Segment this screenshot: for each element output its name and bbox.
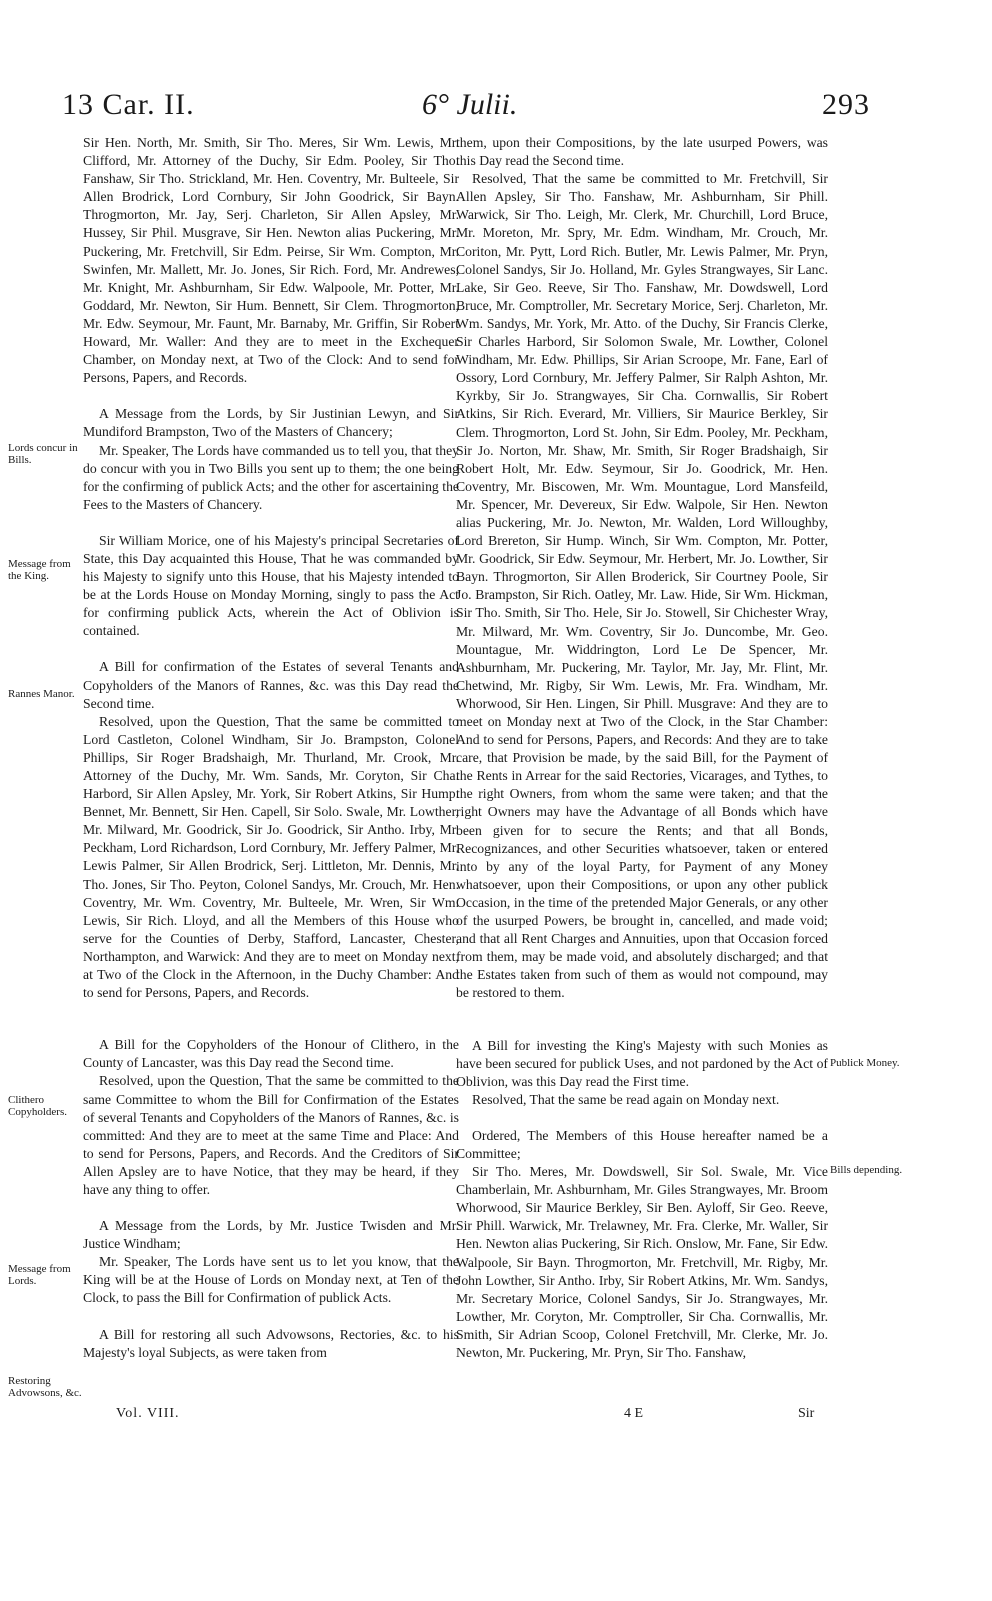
paragraph: A Bill for the Copyholders of the Honour of Clithero, in the County of Lancaster, was this Day read the Second time. [83,1037,459,1071]
paragraph: A Bill for investing the King's Majesty with such Monies as have been secured for publick Uses, and not pardoned by the Act of Oblivion, was this Day read the First time. [456,1037,828,1089]
margin-note: Publick Money. [830,1057,900,1069]
left-column [83,134,459,1362]
catchword: Sir [798,1406,815,1421]
paragraph-gap [456,1109,828,1127]
margin-note: Restoring Advowsons, &c. [8,1375,82,1399]
paragraph-gap [83,514,459,532]
paragraph: Mr. Speaker, The Lords have sent us to let you know, that the King will be at the House of Lords on Monday next, at Ten of the Clock, to pass the Bill for Confirmation of publick Acts. [83,1254,459,1306]
margin-note: Message from the King. [8,558,71,582]
continued-paragraph: them, upon their Compositions, by the late usurped Powers, was this Day read the Second time. [456,135,828,169]
paragraph: A Bill for confirmation of the Estates of several Tenants and Copyholders of the Manors of Rannes, &c. was this Day read the Second time. [83,659,459,711]
paragraph: Resolved, upon the Question, That the same be committed to Lord Castleton, Colonel Windham, Sir Jo. Brampston, Colonel Phillips, Sir Roger Bradshaigh, Mr. Thurland, Mr. Crook, Mr. Attorney of the Duchy, Mr. Wm. Sands, Mr. Coryton, Sir Cha. Harbord, Sir Allen Apsley, Mr. York, Sir Robert Atkins, Sir Hump. Bennet, Mr. Bennett, Sir Hen. Capell, Sir Solo. Swale, Mr. Lowther, Mr. Milward, Mr. Goodrick, Sir Jo. Goodrick, Sir Antho. Irby, Mr. Peckham, Lord Richardson, Lord Cornbury, Mr. Jeffery Palmer, Mr. Lewis Palmer, Sir Allen Brodrick, Serj. Littleton, Mr. Dennis, Mr. Tho. Jones, Sir Tho. Peyton, Colonel Sandys, Mr. Crouch, Mr. Hen. Coventry, Mr. Wm. Coventry, Mr. Bulteele, Mr. Wren, Sir Wm. Lewis, Sir Rich. Lloyd, and all the Members of this House who serve for the Counties of Derby, Stafford, Lancaster, Chester, Northampton, and Warwick: And they are to meet on Monday next, at Two of the Clock in the Afternoon, in the Duchy Chamber: And to send for Persons, Papers, and Records. [83,713,459,1001]
paragraph-gap [83,1308,459,1326]
paragraph: Ordered, The Members of this House hereafter named be a Committee; [456,1127,828,1161]
paragraph-gap [83,1199,459,1217]
margin-note: Rannes Manor. [8,688,75,700]
margin-note: Message from Lords. [8,1263,71,1287]
paragraph-gap [83,640,459,658]
paragraph: Resolved, upon the Question, That the same be committed to the same Committee to whom the Bill for Confirmation of the Estates of several Tenants and Copyholders of the Manors of Rannes, &c. is committed: And they are to meet at the same Time and Place: And to send for Persons, Papers, and Records. And the Creditors of Sir Allen Apsley are to have Notice, that they may be heard, if they have any thing to offer. [83,1073,459,1197]
paragraph: Mr. Speaker, The Lords have commanded us to tell you, that they do concur with you in Two Bills you sent up to them; the one being for the confirming of publick Acts; and the other for ascertaining the Fees to the Masters of Chancery. [83,442,459,512]
volume-mark: Vol. VIII. [116,1406,180,1421]
paragraph-gap [83,387,459,405]
running-head-date: 6° Julii. [422,88,518,121]
margin-note: Clithero Copyholders. [8,1094,67,1118]
paragraph-gap [456,1003,828,1037]
paragraph: A Message from the Lords, by Mr. Justice Twisden and Mr. Justice Windham; [83,1218,459,1252]
paragraph-gap [83,1002,459,1036]
paragraph: Resolved, That the same be committed to Mr. Fretchvill, Sir Allen Apsley, Sir Tho. Fanshaw, Mr. Ashburnham, Sir Phill. Warwick, Sir Tho. Leigh, Mr. Clerk, Mr. Churchill, Lord Bruce, Mr. Moreton, Mr. Spry, Mr. Edm. Windham, Mr. Crouch, Mr. Coriton, Mr. Pytt, Lord Rich. Butler, Mr. Lewis Palmer, Mr. Pryn, Colonel Sandys, Sir Jo. Holland, Mr. Gyles Strangwayes, Sir Lanc. Lake, Sir Geo. Reeve, Sir Tho. Fanshaw, Mr. Dowdswell, Lord Bruce, Mr. Comptroller, Mr. Secretary Morice, Serj. Charleton, Mr. Wm. Sandys, Mr. York, Mr. Atto. of the Duchy, Sir Francis Clerke, Sir Charles Harbord, Sir Solomon Swale, Mr. Lowther, Colonel Windham, Mr. Edw. Phillips, Sir Arian Scroope, Mr. Fane, Earl of Ossory, Lord Cornbury, Mr. Jeffery Palmer, Sir Ralph Ashton, Mr. Kyrkby, Sir Jo. Strangwayes, Sir Cha. Cornwallis, Sir Robert Atkins, Sir Rich. Everard, Mr. Villiers, Sir Maurice Berkley, Sir Clem. Throgmorton, Lord St. John, Sir Edm. Pooley, Mr. Peckham, Sir Jo. Norton, Mr. Shaw, Mr. Smith, Sir Roger Bradshaigh, Sir Robert Holt, Mr. Edw. Seymour, Sir Jo. Goodrick, Mr. Hen. Coventry, Mr. Biscowen, Mr. Wm. Mountague, Lord Mansfeild, Mr. Spencer, Mr. Devereux, Sir Edw. Walpole, Sir Hen. Newton alias Puckering, Mr. Jo. Newton, Mr. Walden, Lord Willoughby, Lord Brereton, Sir Hump. Winch, Sir Wm. Compton, Mr. Potter, Mr. Goodrick, Sir Edw. Seymour, Mr. Herbert, Mr. Jo. Lowther, Sir Bayn. Throgmorton, Sir Allen Broderick, Sir Courtney Poole, Sir Jo. Brampston, Sir Rich. Oatley, Mr. Law. Hide, Sir Wm. Hickman, Sir Tho. Smith, Sir Tho. Hele, Sir Jo. Stowell, Sir Chichester Wray, Mr. Milward, Mr. Wm. Coventry, Sir Jo. Duncombe, Mr. Geo. Mountague, Mr. Widdrington, Lord Le De Spencer, Mr. Ashburnham, Mr. Puckering, Mr. Taylor, Mr. Jay, Mr. Flint, Mr. Chetwind, Mr. Rigby, Sir Wm. Lewis, Mr. Fra. Windham, Mr. Whorwood, Sir Hen. Lingen, Sir Phill. Musgrave: And they are to meet on Monday next at Two of the Clock, in the Star Chamber: And to send for Persons, Papers, and Records: And they are to take care, that Provision be made, by the said Bill, for the Payment of the Rents in Arrear for the said Rectories, Vicarages, and Tythes, to the right Owners, from whom the same were taken; and that the right Owners may have the Advantage of all Bonds which have been given for to secure the Rents; and that all Bonds, Recognizances, and other Securities whatsoever, taken or entered into by any of the loyal Party, for Payment of any Money whatsoever, upon their Compositions, or upon any other publick Occasion, in the time of the pretended Major Generals, or any other of the usurped Powers, be brought in, cancelled, and made void; and that all Rent Charges and Annuities, upon that Occasion forced from them, may be made void, and absolutely discharged; and that the Estates taken from such of them as would not compound, may be restored to them. [456,171,828,1001]
page-number: 293 [822,88,870,121]
continued-paragraph: Sir Hen. North, Mr. Smith, Sir Tho. Meres, Sir Wm. Lewis, Mr. Clifford, Mr. Attorney of the Duchy, Sir Edm. Pooley, Sir Tho. Fanshaw, Sir Tho. Strickland, Mr. Hen. Coventry, Mr. Bulteele, Sir Allen Brodrick, Lord Cornbury, Sir John Goodrick, Sir Bayn. Throgmorton, Mr. Jay, Serj. Charleton, Sir Allen Apsley, Mr. Hussey, Sir Phil. Musgrave, Sir Hen. Newton alias Puckering, Mr. Puckering, Mr. Fretchvill, Sir Edm. Peirse, Sir Wm. Compton, Mr. Swinfen, Mr. Mallett, Mr. Jo. Jones, Sir Rich. Ford, Mr. Andrewes, Mr. Knight, Mr. Ashburnham, Sir Edw. Walpoole, Mr. Potter, Mr. Goddard, Mr. Newton, Sir Hum. Bennett, Sir Clem. Throgmorton, Mr. Edw. Seymour, Mr. Faunt, Mr. Barnaby, Mr. Griffin, Sir Robert Howard, Mr. Waller: And they are to meet in the Exchequer Chamber, on Monday next, at Two of the Clock: And to send for Persons, Papers, and Records. [83,135,459,386]
running-head-regnal-year: 13 Car. II. [62,88,195,121]
right-column [456,134,828,1362]
paragraph: A Message from the Lords, by Sir Justinian Lewyn, and Sir Mundiford Brampston, Two of the Masters of Chancery; [83,406,459,440]
margin-note: Bills depending. [830,1164,903,1176]
paragraph: Sir William Morice, one of his Majesty's principal Secretaries of State, this Day acquainted this House, That he was commanded by his Majesty to signify unto this House, that his Majesty intended to be at the Lords House on Monday Morning, singly to pass the Act for confirming publick Acts, wherein the Act of Oblivion is contained. [83,532,459,639]
paragraph: Sir Tho. Meres, Mr. Dowdswell, Sir Sol. Swale, Mr. Vice Chamberlain, Mr. Ashburnham, Mr. Giles Strangwayes, Mr. Broom Whorwood, Sir Maurice Berkley, Sir Ben. Ayloff, Sir Geo. Reeve, Sir Phill. Warwick, Mr. Trelawney, Mr. Fra. Clerke, Mr. Waller, Sir Hen. Newton alias Puckering, Sir Rich. Onslow, Mr. Fane, Sir Edw. Walpoole, Sir Bayn. Throgmorton, Mr. Fretchvill, Mr. Rigby, Mr. John Lowther, Sir Antho. Irby, Sir Robert Atkins, Mr. Wm. Sandys, Mr. Secretary Morice, Colonel Sandys, Sir Jo. Strangwayes, Mr. Lowther, Mr. Coryton, Mr. Comptroller, Sir Cha. Cornwallis, Mr. Smith, Sir Adrian Scoop, Colonel Fretchvill, Mr. Clerke, Mr. Jo. Newton, Mr. Puckering, Mr. Pryn, Sir Tho. Fanshaw, [456,1164,828,1360]
paragraph: A Bill for restoring all such Advowsons, Rectories, &c. to his Majesty's loyal Subjects, as were taken from [83,1326,459,1360]
signature-mark: 4 E [624,1406,644,1421]
paragraph: Resolved, That the same be read again on Monday next. [472,1091,780,1107]
margin-note: Lords concur in Bills. [8,442,78,466]
